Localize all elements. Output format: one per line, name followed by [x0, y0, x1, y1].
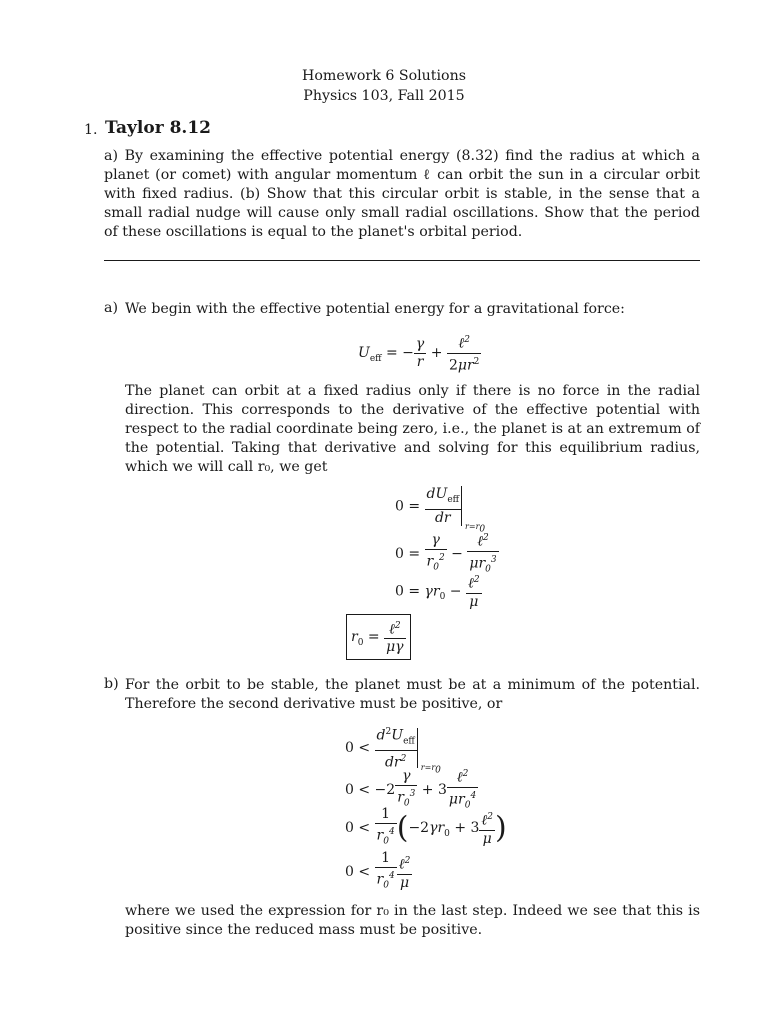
equation-ueff: $U_{eff}$ = − $\frac{\gamma}{r}$ + $\frac{\ell^2}{2\mu r^2}$	[358, 332, 481, 374]
part-a-intro: We begin with the effective potential energy for a gravitational force:	[125, 301, 625, 317]
divider	[104, 260, 700, 261]
problem-number: 1.	[84, 122, 98, 138]
equation-second-derivative-expanded: 0 < −2 $\frac{\gamma}{r_0^3}$ + 3 $\frac{\ell^2}{\mu r_0^4}$	[345, 767, 477, 811]
part-a-label: a)	[104, 300, 118, 316]
equation-second-derivative: 0 < $\frac{d^2U_{eff}}{dr^2}$ $r=r_0$	[345, 724, 418, 772]
equation-derivative-expanded: 0 = $\frac{\gamma}{r_0^2}$ − $\frac{\ell^2}{\mu r_0^3}$	[395, 531, 497, 575]
equation-first-derivative: 0 = $\frac{dU_{eff}}{dr}$ $r=r_0$	[395, 486, 486, 535]
header-title: Homework 6 Solutions	[301, 68, 466, 84]
part-b-label: b)	[104, 676, 119, 692]
part-b-conclusion: where we used the expression for r₀ in the last step. Indeed we see that this is positive since the reduced mass must be positive.	[125, 903, 700, 938]
equation-second-derivative-final: 0 < $\frac{1}{r_0^4}$ $\frac{\ell^2}{\mu}$	[345, 850, 411, 891]
part-a-explanation: The planet can orbit at a fixed radius only if there is no force in the radial direction. This corresponds to the derivative of the effective potential with respect to the radial coordinate being zero, i.e., the planet is at an extremum of the potential. Taking that derivative and solving for this equilibrium radius, which we will call r₀, we get	[125, 383, 700, 475]
header-course: Physics 103, Fall 2015	[303, 88, 465, 104]
equation-derivative-simplified: $0 = \gamma r_0$ − $\frac{\ell^2}{\mu}$	[395, 572, 482, 611]
equation-second-derivative-factored: 0 < $\frac{1}{r_0^4}$ ($-2\gamma r_0 + 3$ $\frac{\ell^2}{\mu}$ )	[345, 806, 507, 847]
problem-statement: a) By examining the effective potential energy (8.32) find the radius at which a planet (or comet) with angular momentum ℓ can orbit the sun in a circular orbit with fixed radius. (b) Show that this circular orbit is stable, in the sense that a small radial nudge will cause only small radial oscillations. Show that the period of these oscillations is equal to the planet's orbital period.	[104, 148, 700, 240]
document-header	[0, 66, 768, 106]
part-b-intro: For the orbit to be stable, the planet must be at a minimum of the potential. Therefore the second derivative must be positive, or	[125, 677, 700, 712]
problem-title: Taylor 8.12	[105, 118, 211, 138]
boxed-result-r0: $r_0$ = $\frac{\ell^2}{\mu\gamma}$	[346, 614, 411, 660]
